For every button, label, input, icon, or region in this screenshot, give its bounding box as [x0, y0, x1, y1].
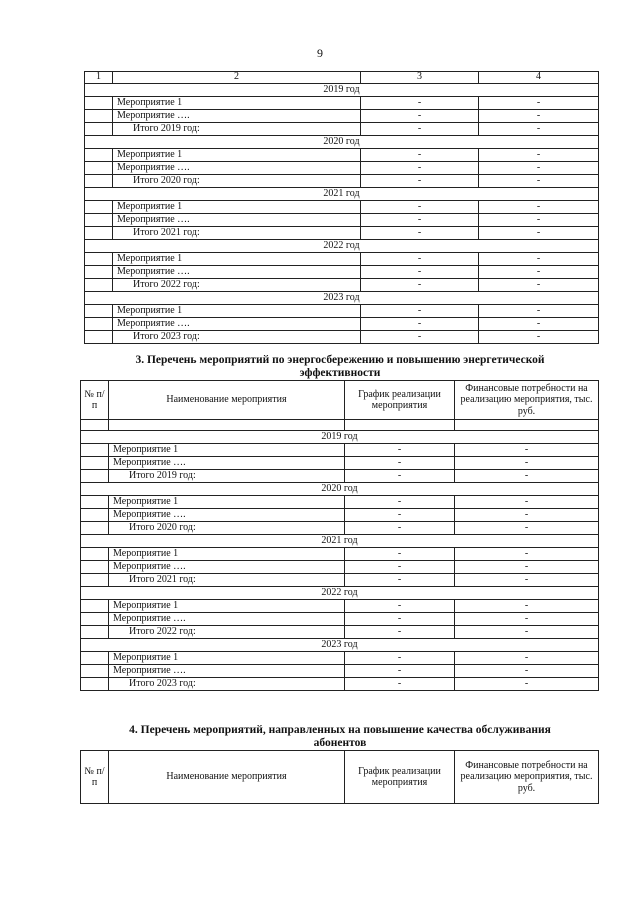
- total-row: [85, 227, 599, 240]
- schedule-value: -: [361, 97, 479, 110]
- row-number: [81, 626, 109, 639]
- row-number: [85, 305, 113, 318]
- total-label: Итого 2023 год:: [109, 678, 345, 691]
- column-number: 1: [85, 72, 113, 84]
- finance-value: -: [455, 561, 599, 574]
- schedule-value: -: [345, 613, 455, 626]
- schedule-value: -: [361, 253, 479, 266]
- year-label: 2023 год: [85, 292, 599, 305]
- finance-value: -: [479, 201, 599, 214]
- schedule-value: -: [361, 110, 479, 123]
- finance-value: -: [479, 214, 599, 227]
- finance-value: -: [455, 665, 599, 678]
- activity-name: Мероприятие ….: [109, 561, 345, 574]
- total-finance-value: -: [455, 522, 599, 535]
- year-row: [85, 136, 599, 149]
- year-row: [81, 431, 599, 444]
- activity-name: Мероприятие 1: [109, 444, 345, 457]
- table-row: [81, 652, 599, 665]
- row-number: [85, 97, 113, 110]
- activity-name: Мероприятие 1: [113, 201, 361, 214]
- header-name: Наименование мероприятия: [109, 381, 345, 420]
- column-number: 4: [479, 72, 599, 84]
- total-finance-value: -: [455, 678, 599, 691]
- table-row: [85, 318, 599, 331]
- year-label: 2021 год: [85, 188, 599, 201]
- finance-value: -: [455, 509, 599, 522]
- total-finance-value: -: [455, 470, 599, 483]
- row-number: [81, 522, 109, 535]
- total-row: [81, 626, 599, 639]
- table-header-row: [81, 381, 599, 420]
- header-name: Наименование мероприятия: [109, 751, 345, 804]
- finance-value: -: [455, 613, 599, 626]
- activity-name: Мероприятие ….: [109, 509, 345, 522]
- total-schedule-value: -: [345, 470, 455, 483]
- total-schedule-value: -: [345, 626, 455, 639]
- header-schedule: График реализации мероприятия: [345, 751, 455, 804]
- table-row: [81, 600, 599, 613]
- total-finance-value: -: [455, 574, 599, 587]
- total-row: [81, 470, 599, 483]
- schedule-value: -: [361, 266, 479, 279]
- table-row: [81, 548, 599, 561]
- energy-saving-table: [80, 380, 599, 691]
- activity-name: Мероприятие 1: [113, 253, 361, 266]
- row-number: [85, 149, 113, 162]
- table-row: [85, 97, 599, 110]
- total-label: Итого 2022 год:: [109, 626, 345, 639]
- row-number: [81, 470, 109, 483]
- activity-name: Мероприятие 1: [113, 305, 361, 318]
- total-schedule-value: -: [345, 678, 455, 691]
- total-schedule-value: -: [361, 123, 479, 136]
- total-schedule-value: -: [345, 574, 455, 587]
- section4-title-line1: 4. Перечень мероприятий, направленных на повышение качества обслуживания: [129, 724, 551, 736]
- activity-name: Мероприятие 1: [109, 600, 345, 613]
- schedule-value: -: [361, 201, 479, 214]
- finance-value: -: [479, 266, 599, 279]
- year-label: 2019 год: [85, 84, 599, 97]
- table-row: [85, 110, 599, 123]
- row-number: [85, 175, 113, 188]
- page-number: 9: [317, 46, 323, 60]
- activity-name: Мероприятие ….: [109, 457, 345, 470]
- row-number: [85, 318, 113, 331]
- empty-row: [81, 420, 599, 431]
- table-row: [85, 305, 599, 318]
- schedule-value: -: [345, 652, 455, 665]
- row-number: [85, 253, 113, 266]
- row-number: [85, 110, 113, 123]
- total-row: [81, 678, 599, 691]
- year-row: [81, 483, 599, 496]
- column-number: 3: [361, 72, 479, 84]
- schedule-value: -: [345, 561, 455, 574]
- table-row: [85, 201, 599, 214]
- service-quality-table: [80, 750, 599, 804]
- table-header-row: [81, 751, 599, 804]
- activity-name: Мероприятие 1: [109, 496, 345, 509]
- row-number: [85, 162, 113, 175]
- row-number: [85, 279, 113, 292]
- year-label: 2022 год: [85, 240, 599, 253]
- total-finance-value: -: [479, 123, 599, 136]
- table-row: [81, 665, 599, 678]
- total-label: Итого 2022 год:: [113, 279, 361, 292]
- finance-value: -: [455, 457, 599, 470]
- table-row: [81, 444, 599, 457]
- schedule-value: -: [345, 665, 455, 678]
- row-number: [81, 561, 109, 574]
- activity-name: Мероприятие ….: [113, 214, 361, 227]
- row-number: [85, 331, 113, 344]
- total-row: [85, 331, 599, 344]
- year-row: [85, 292, 599, 305]
- column-number: 2: [113, 72, 361, 84]
- column-numbers-row: [85, 72, 599, 84]
- schedule-value: -: [361, 162, 479, 175]
- year-row: [85, 188, 599, 201]
- header-num: № п/п: [81, 751, 109, 804]
- total-finance-value: -: [455, 626, 599, 639]
- total-label: Итого 2021 год:: [109, 574, 345, 587]
- total-schedule-value: -: [361, 227, 479, 240]
- finance-value: -: [455, 600, 599, 613]
- schedule-value: -: [345, 548, 455, 561]
- row-number: [81, 600, 109, 613]
- year-row: [85, 84, 599, 97]
- total-row: [81, 574, 599, 587]
- total-label: Итого 2023 год:: [113, 331, 361, 344]
- total-label: Итого 2019 год:: [109, 470, 345, 483]
- activity-name: Мероприятие ….: [113, 318, 361, 331]
- finance-value: -: [455, 548, 599, 561]
- header-finance: Финансовые потребности на реализацию мероприятия, тыс. руб.: [455, 381, 599, 420]
- year-row: [85, 240, 599, 253]
- table-row: [81, 496, 599, 509]
- finance-value: -: [479, 253, 599, 266]
- header-num: № п/п: [81, 381, 109, 420]
- table-row: [85, 214, 599, 227]
- year-label: 2023 год: [81, 639, 599, 652]
- total-label: Итого 2020 год:: [113, 175, 361, 188]
- table-row: [85, 266, 599, 279]
- table-row: [85, 149, 599, 162]
- activity-name: Мероприятие 1: [109, 548, 345, 561]
- table-row: [85, 253, 599, 266]
- table-row: [81, 561, 599, 574]
- section3-title: [80, 354, 600, 380]
- activity-name: Мероприятие ….: [109, 613, 345, 626]
- row-number: [81, 444, 109, 457]
- row-number: [81, 613, 109, 626]
- schedule-value: -: [345, 457, 455, 470]
- schedule-value: -: [361, 149, 479, 162]
- table-row: [81, 613, 599, 626]
- year-row: [81, 535, 599, 548]
- section4-title: [80, 724, 600, 750]
- total-schedule-value: -: [345, 522, 455, 535]
- activities-table-continued: [84, 71, 599, 344]
- table-row: [81, 509, 599, 522]
- finance-value: -: [455, 444, 599, 457]
- year-row: [81, 639, 599, 652]
- year-label: 2020 год: [85, 136, 599, 149]
- total-row: [85, 123, 599, 136]
- finance-value: -: [479, 318, 599, 331]
- activity-name: Мероприятие 1: [113, 149, 361, 162]
- finance-value: -: [455, 652, 599, 665]
- total-row: [85, 175, 599, 188]
- schedule-value: -: [361, 318, 479, 331]
- table-row: [81, 457, 599, 470]
- finance-value: -: [455, 496, 599, 509]
- total-schedule-value: -: [361, 279, 479, 292]
- schedule-value: -: [345, 509, 455, 522]
- finance-value: -: [479, 97, 599, 110]
- schedule-value: -: [361, 214, 479, 227]
- activity-name: Мероприятие 1: [109, 652, 345, 665]
- year-label: 2022 год: [81, 587, 599, 600]
- schedule-value: -: [345, 444, 455, 457]
- total-finance-value: -: [479, 227, 599, 240]
- schedule-value: -: [345, 600, 455, 613]
- row-number: [85, 201, 113, 214]
- row-number: [81, 652, 109, 665]
- total-finance-value: -: [479, 175, 599, 188]
- row-number: [85, 123, 113, 136]
- total-label: Итого 2020 год:: [109, 522, 345, 535]
- schedule-value: -: [345, 496, 455, 509]
- total-row: [85, 279, 599, 292]
- finance-value: -: [479, 305, 599, 318]
- activity-name: Мероприятие ….: [113, 266, 361, 279]
- row-number: [85, 266, 113, 279]
- total-row: [81, 522, 599, 535]
- total-finance-value: -: [479, 279, 599, 292]
- finance-value: -: [479, 110, 599, 123]
- section3-title-line1: 3. Перечень мероприятий по энергосбережению и повышению энергетической: [135, 354, 545, 366]
- activity-name: Мероприятие ….: [109, 665, 345, 678]
- total-finance-value: -: [479, 331, 599, 344]
- row-number: [81, 509, 109, 522]
- year-label: 2020 год: [81, 483, 599, 496]
- row-number: [85, 214, 113, 227]
- total-label: Итого 2019 год:: [113, 123, 361, 136]
- row-number: [81, 678, 109, 691]
- total-schedule-value: -: [361, 175, 479, 188]
- total-label: Итого 2021 год:: [113, 227, 361, 240]
- activity-name: Мероприятие ….: [113, 110, 361, 123]
- header-finance: Финансовые потребности на реализацию мероприятия, тыс. руб.: [455, 751, 599, 804]
- table-row: [85, 162, 599, 175]
- activity-name: Мероприятие 1: [113, 97, 361, 110]
- schedule-value: -: [361, 305, 479, 318]
- row-number: [81, 548, 109, 561]
- row-number: [81, 496, 109, 509]
- year-label: 2019 год: [81, 431, 599, 444]
- section3-title-line2: эффективности: [299, 367, 381, 379]
- year-row: [81, 587, 599, 600]
- row-number: [85, 227, 113, 240]
- activity-name: Мероприятие ….: [113, 162, 361, 175]
- year-label: 2021 год: [81, 535, 599, 548]
- section4-title-line2: абонентов: [313, 737, 367, 749]
- total-schedule-value: -: [361, 331, 479, 344]
- header-schedule: График реализации мероприятия: [345, 381, 455, 420]
- finance-value: -: [479, 162, 599, 175]
- row-number: [81, 665, 109, 678]
- row-number: [81, 574, 109, 587]
- row-number: [81, 457, 109, 470]
- finance-value: -: [479, 149, 599, 162]
